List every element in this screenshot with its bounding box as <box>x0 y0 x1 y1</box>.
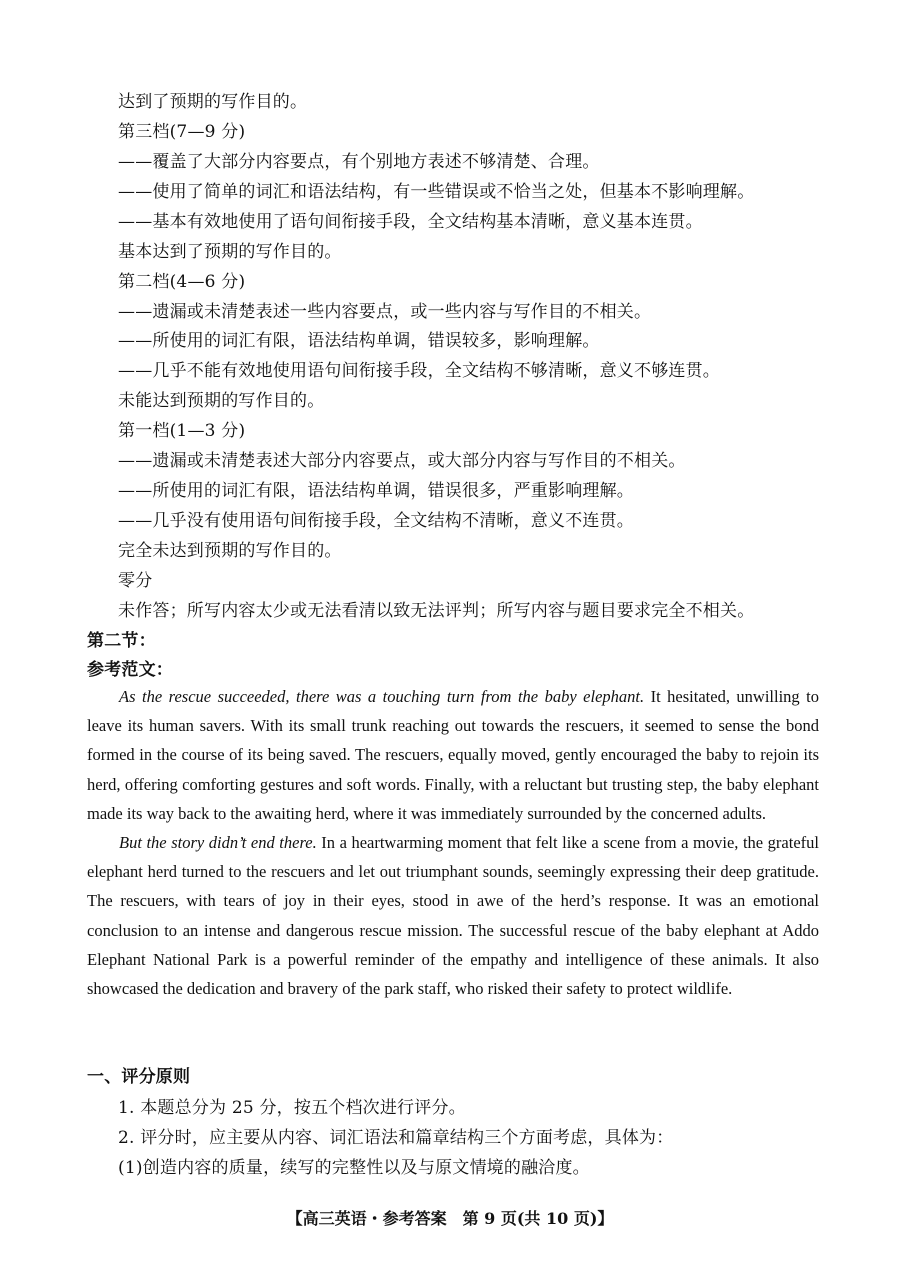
paragraph-lead-sentence: But the story didn’t end there. <box>119 833 317 853</box>
band-heading-1: 第一档(1—3 分) <box>118 421 246 441</box>
band-line: ——基本有效地使用了语句间衔接手段，全文结构基本清晰，意义基本连贯。 <box>118 212 703 232</box>
band-line: ——使用了简单的词汇和语法结构，有一些错误或不恰当之处，但基本不影响理解。 <box>118 182 755 202</box>
band-line: 未作答；所写内容太少或无法看清以致无法评判；所写内容与题目要求完全不相关。 <box>118 601 755 621</box>
band-line: ——所使用的词汇有限，语法结构单调，错误较多，影响理解。 <box>118 331 600 351</box>
page-footer: 【高三英语・参考答案 第 9 页(共 10 页)】 <box>286 1209 614 1228</box>
sample-essay <box>87 682 819 1003</box>
paragraph-body: In a heartwarming moment that felt like a scene from a movie, the grateful elephant herd turned to the rescuers and let out triumphant sounds, seemingly expressing their deep gratitude. The rescuers, with tears of joy in their eyes, stood in awe of the herd’s response. It was an emotional conclusion to an intense and dangerous rescue mission. The successful rescue of the baby elephant at Addo Elephant National Park is a powerful reminder of the empathy and intelligence of these animals. It also showcased the dedication and bravery of the park staff, who risked their safety to protect wildlife. <box>87 833 819 999</box>
band-line: 完全未达到预期的写作目的。 <box>118 541 342 561</box>
paragraph-body: It hesitated, unwilling to leave its human savers. With its small trunk reaching out towards the rescuers, it seemed to sense the bond formed in the course of its being saved. The rescuers, equally moved, gently encouraged the baby to rejoin its herd, offering comforting gestures and soft words. Finally, with a reluctant but trusting step, the baby elephant made its way back to the awaiting herd, where it was immediately surrounded by the concerned adults. <box>87 687 820 823</box>
section-heading: 第二节： <box>87 631 156 651</box>
band-line: 基本达到了预期的写作目的。 <box>118 242 342 262</box>
band-line: ——遗漏或未清楚表述大部分内容要点，或大部分内容与写作目的不相关。 <box>118 451 686 471</box>
band-line: ——遗漏或未清楚表述一些内容要点，或一些内容与写作目的不相关。 <box>118 302 652 322</box>
sample-essay-heading: 参考范文： <box>87 660 173 680</box>
principle-item: 2. 评分时，应主要从内容、词汇语法和篇章结构三个方面考虑，具体为： <box>118 1128 674 1148</box>
principle-item: (1)创造内容的质量，续写的完整性以及与原文情境的融洽度。 <box>118 1158 590 1178</box>
paragraph-lead-sentence: As the rescue succeeded, there was a touching turn from the baby elephant. <box>119 687 645 706</box>
band-heading-zero: 零分 <box>118 571 153 591</box>
band-line: ——覆盖了大部分内容要点，有个别地方表述不够清楚、合理。 <box>118 152 600 172</box>
band-heading-2: 第二档(4—6 分) <box>118 272 246 292</box>
band-heading-3: 第三档(7—9 分) <box>118 122 246 142</box>
band-line: 达到了预期的写作目的。 <box>118 92 308 112</box>
band-line: ——几乎没有使用语句间衔接手段，全文结构不清晰，意义不连贯。 <box>118 511 634 531</box>
band-line: 未能达到预期的写作目的。 <box>118 391 325 411</box>
principles-heading: 一、评分原则 <box>87 1067 191 1087</box>
band-line: ——几乎不能有效地使用语句间衔接手段，全文结构不够清晰，意义不够连贯。 <box>118 361 720 381</box>
essay-paragraph-1 <box>87 682 819 828</box>
principle-item: 1. 本题总分为 25 分，按五个档次进行评分。 <box>118 1098 466 1118</box>
essay-paragraph-2 <box>87 828 819 1003</box>
band-line: ——所使用的词汇有限，语法结构单调，错误很多，严重影响理解。 <box>118 481 634 501</box>
